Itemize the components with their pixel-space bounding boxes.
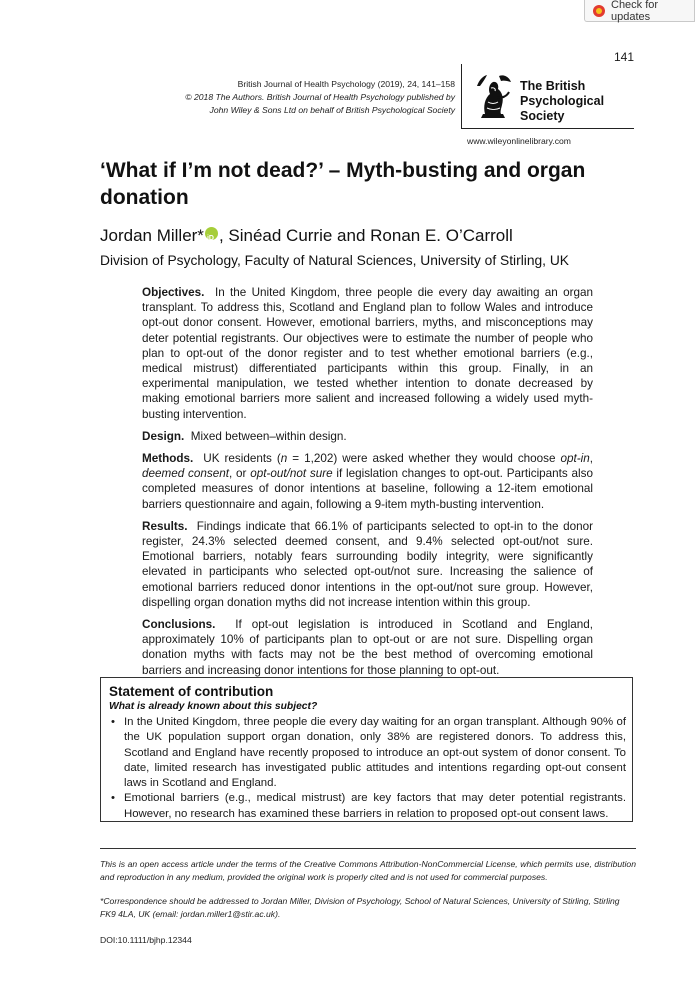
society-name-line-1: The British — [520, 79, 586, 93]
author-rest: , Sinéad Currie and Ronan E. O’Carroll — [218, 226, 513, 245]
conclusions-text: If opt-out legislation is introduced in Scotland and England, approximately 10% of participants plan to opt-out or are not sure. Dispelling organ donation myths with facts may not be the best method of overcoming emotional barriers and increasing donor intentions for those planning to opt-out. — [142, 618, 593, 677]
journal-info — [150, 78, 455, 117]
objectives-label: Objectives. — [142, 286, 205, 299]
header-divider-horizontal — [461, 128, 634, 129]
check-for-updates-button[interactable] — [584, 0, 695, 22]
design-text: Mixed between–within design. — [190, 429, 347, 443]
methods-label: Methods. — [142, 452, 194, 466]
correspondence-note: *Correspondence should be addressed to Jordan Miller, Division of Psychology, School of Natural Sciences, University of Stirling, Stirling FK9 4LA, UK (email: jordan.miller1@stir.ac.uk). — [100, 896, 620, 919]
abstract — [142, 285, 593, 685]
design-label: Design. — [142, 429, 185, 443]
footer-divider — [100, 848, 636, 849]
methods-n-value: = 1,202) were asked whether they would choose — [287, 452, 561, 466]
author-list — [100, 225, 640, 247]
methods-deemed: deemed consent — [142, 467, 229, 481]
journal-website-link[interactable]: www.wileyonlinelibrary.com — [467, 136, 571, 146]
conclusions-label: Conclusions. — [142, 618, 216, 632]
results-text: Findings indicate that 66.1% of participants selected to opt-in to the donor register, 24.3% selected deemed consent, and 9.4% selected opt-out/not sure. Emotional barriers, notably fears surrounding bodily integrity, were significantly elevated in participants who selected opt-out/not sure. Increasing the salience of emotional barriers reduced donor intentions in the opt-out/not sure group. However, dispelling organ donation myths did not increase intention within this group. — [142, 519, 593, 609]
methods-comma: , — [589, 452, 593, 466]
list-item: • Emotional barriers (e.g., medical mistrust) are key factors that may deter potential registrants. However, no research has examined these barriers in relation to proposed opt-out consent laws. — [109, 791, 626, 822]
methods-or: , or — [228, 467, 251, 481]
license-note: This is an open access article under the terms of the Creative Commons Attribution-NonCommercial License, which permits use, distribution and reproduction in any medium, provided the original work is properly cited and is not used for commercial purposes. — [100, 859, 636, 882]
update-badge-icon — [593, 5, 605, 17]
objectives-text: In the United Kingdom, three people die every day awaiting an organ transplant. To address this, Scotland and England plan to follow Wales and introduce opt-out donor consent. However, emotional barriers, myths, and misconceptions may deter potential registrants. Our objectives were to estimate the number of people who plan to opt-out of the donor register and to test whether emotional barriers (e.g., medical mistrust) differentiated participants within this group. Finally, in an experimental manipulation, we tested whether intention to donate decreased by making emotional barriers more salient and increased following a widely used myth-busting intervention. — [142, 286, 593, 421]
abstract-design — [142, 429, 593, 444]
orcid-icon[interactable] — [205, 227, 218, 240]
contribution-heading: Statement of contribution — [109, 684, 274, 699]
page-number: 141 — [613, 50, 634, 64]
abstract-results — [142, 519, 593, 610]
abstract-conclusions — [142, 617, 593, 678]
article-title: ‘What if I’m not dead?’ – Myth-busting and organ donation — [100, 159, 586, 209]
contribution-list — [109, 715, 626, 822]
methods-n: n — [280, 452, 288, 466]
author-first[interactable]: Jordan Miller* — [100, 226, 204, 245]
results-label: Results. — [142, 519, 188, 533]
header-divider-vertical — [461, 64, 462, 128]
methods-optout: opt-out/not sure — [250, 467, 333, 481]
copyright-line-1: © 2018 The Authors. British Journal of Health Psychology published by — [185, 92, 455, 102]
methods-pre: UK residents ( — [203, 452, 281, 466]
list-item: • In the United Kingdom, three people die every day waiting for an organ transplant. Although 90% of the UK population support organ donation, only 38% are registered donors. To address this, Scotland and England have recently proposed to introduce an opt-out system of donor consent. To date, limited research has investigated public attitudes and intentions regarding opt-out consent laws in Scotland and England. — [109, 715, 626, 791]
contribution-subheading: What is already known about this subject? — [109, 701, 318, 712]
journal-citation: British Journal of Health Psychology (2019), 24, 141–158 — [237, 79, 455, 89]
methods-opt-in: opt-in — [560, 452, 590, 466]
copyright-line-2: John Wiley & Sons Ltd on behalf of British Psychological Society — [209, 105, 455, 115]
contribution-box — [100, 677, 633, 822]
methods-post: if legislation changes to opt-out. Participants also completed measures of donor intentions at baseline, following a 12-item emotional barriers questionnaire and again, following a 9-item myth-busting intervention. — [142, 467, 593, 511]
abstract-objectives — [142, 285, 593, 422]
society-name-line-2: Psychological Society — [520, 94, 605, 123]
check-for-updates-label: Check for updates — [611, 0, 659, 23]
abstract-methods — [142, 451, 593, 512]
society-name — [520, 79, 640, 124]
affiliation: Division of Psychology, Faculty of Natural Sciences, University of Stirling, UK — [100, 253, 570, 268]
doi-link[interactable]: DOI:10.1111/bjhp.12344 — [100, 935, 192, 945]
bps-figure-logo — [471, 68, 515, 122]
